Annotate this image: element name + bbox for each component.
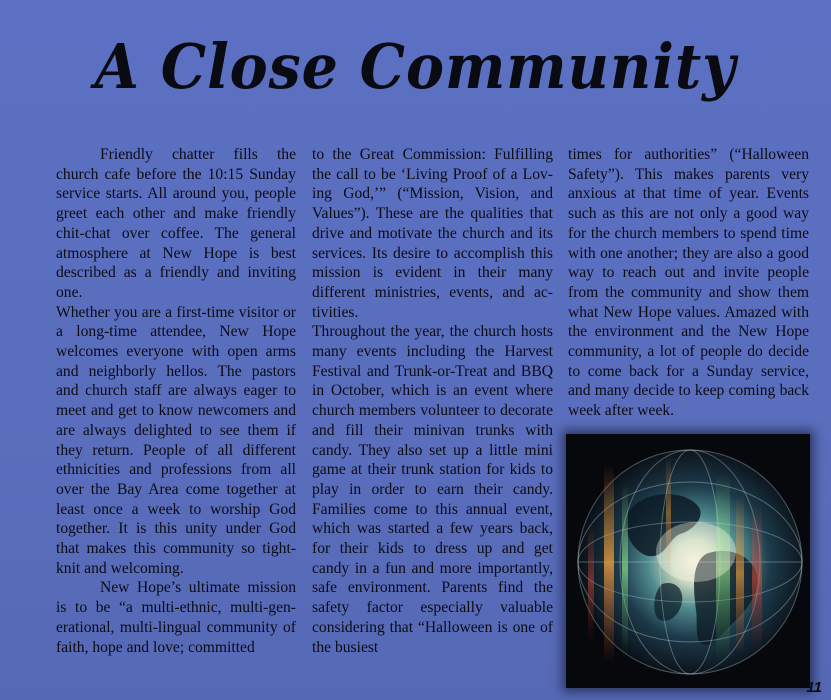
globe-illustration-icon [566, 434, 810, 688]
paragraph: Whether you are a first-time visitor or a long-time attendee, New Hope welcomes everyone with open arms and neighborly hellos. The pastors and church staff are always eager to meet and get to know newcomers and are always delighted to see them if they return. People of all different ethnicities and professions from all over the Bay Area come together at least once a week to worship God together. It is this unity under God that makes this community so tight-knit and welcoming. [56, 303, 296, 577]
page-number: 11 [806, 679, 822, 696]
paragraph: to the Great Commission: Fulfilling the call to be ‘Living Proof of a Loving God,’” (“Mission, Vision, and Values”). These are the qualities that drive and motivate the church and its services. Its desire to accomplish this mission is evident in their many different ministries, events, and activities. [312, 146, 553, 321]
text-column-3 [568, 145, 809, 421]
text-column-1 [56, 145, 296, 657]
paragraph: Friendly chatter fills the church cafe before the 10:15 Sunday service starts. All around you, people greet each other and make friendly chit-chat over coffee. The general atmosphere at New Hope is best described as a friendly and inviting one. [56, 146, 296, 301]
paragraph: times for authorities” (“Halloween Safety”). This makes parents very anxious at that time of year. Events such as this are not only a good way for the church members to spend time with one another; they are also a good way to reach out and invite people from the community and show them what New Hope values. Amazed with the environment and the New Hope community, a lot of people do decide to come back for a Sunday service, and many decide to keep coming back week after week. [568, 146, 809, 420]
text-column-2 [312, 145, 553, 657]
paragraph: Throughout the year, the church hosts many events including the Harvest Festival and Trunk-or-Treat and BBQ in October, which is an event where church members volunteer to decorate and fill their minivan trunks with candy. They also set up a little mini game at their trunk station for kids to play in order to earn their candy. Families come to this annual event, which was started a few years back, for their kids to dress up and get candy in a fun and more importantly, safe environment. Parents find the safety factor especially valuable considering that “Halloween is one of the busiest [312, 323, 553, 656]
paragraph: New Hope’s ultimate mission is to be “a multi-ethnic, multi-generational, multi-lingual community of faith, hope and love; committed [56, 579, 296, 656]
article-title: A Close Community [94, 30, 737, 103]
globe-image [566, 434, 810, 688]
